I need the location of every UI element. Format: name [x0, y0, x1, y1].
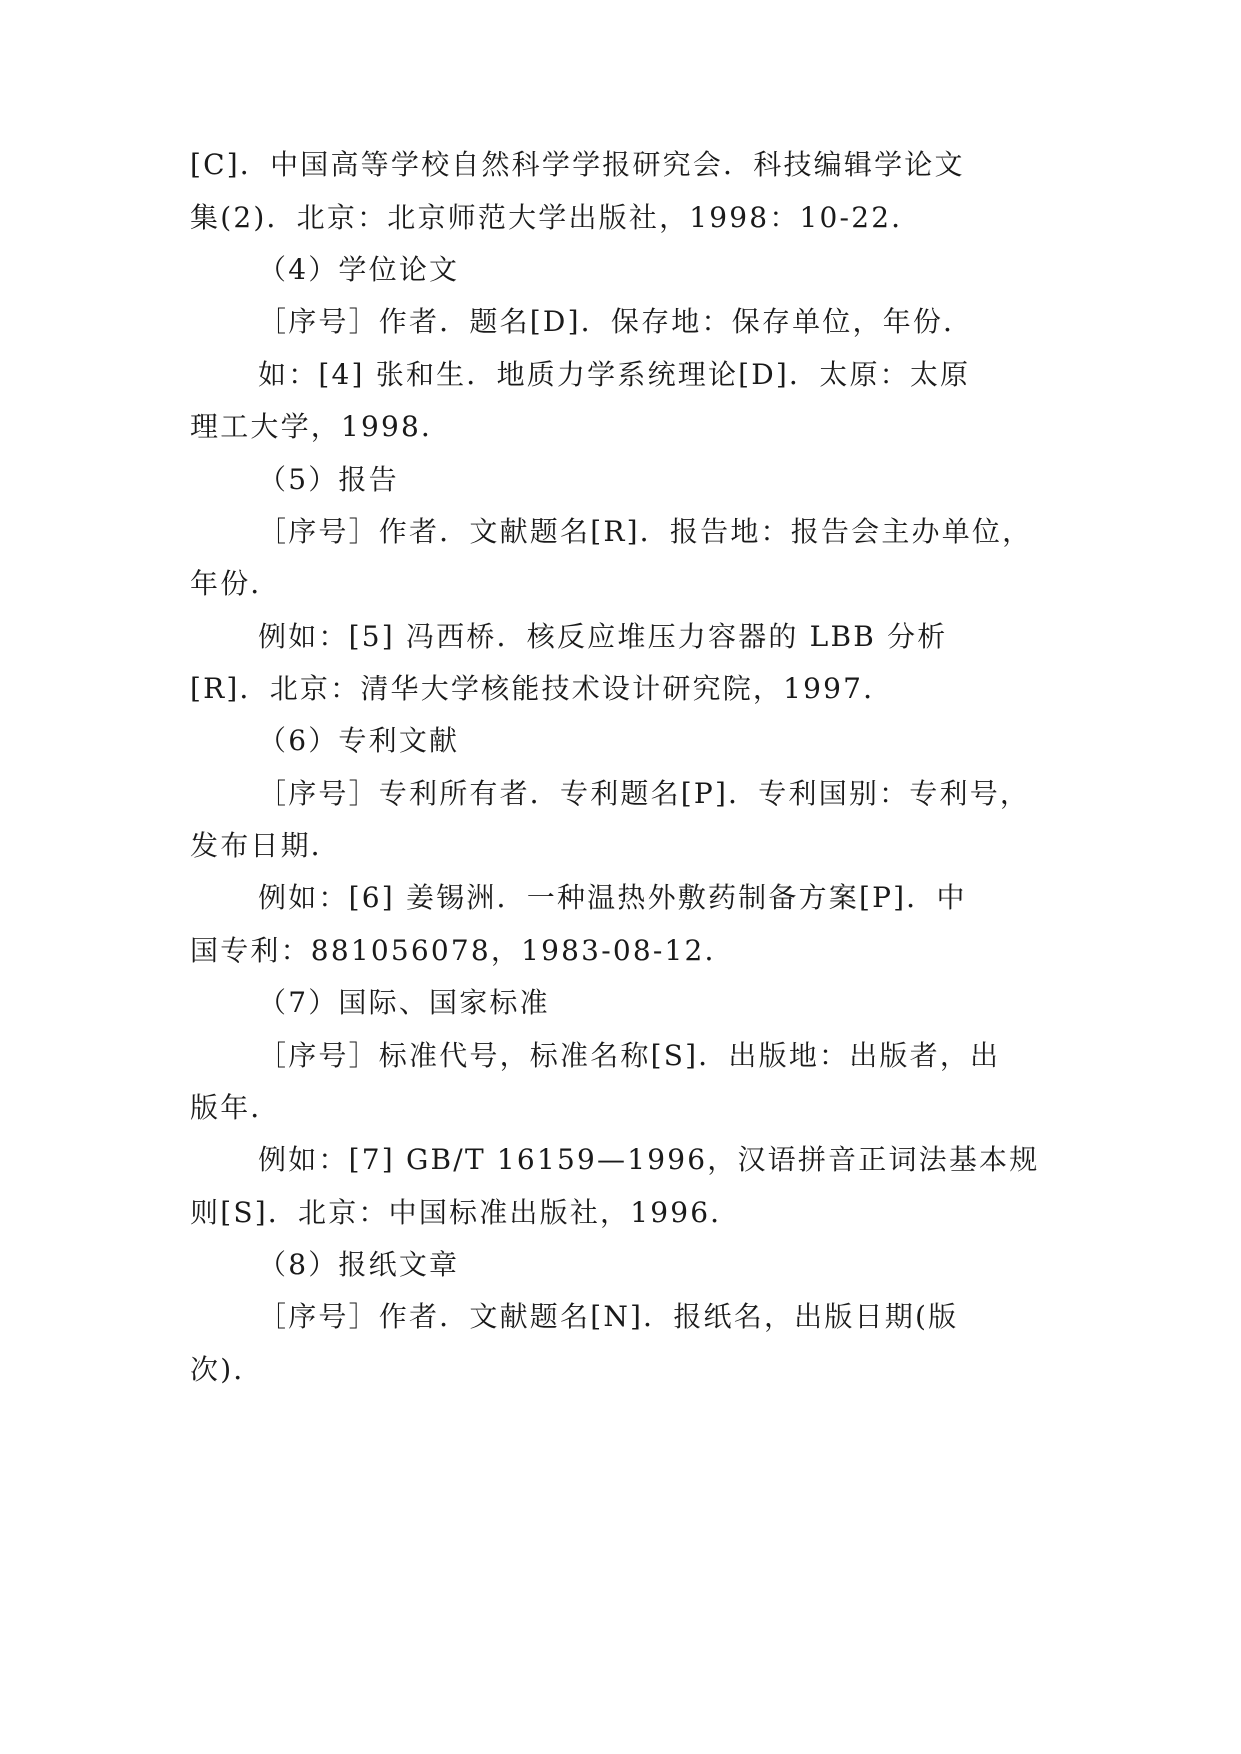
text-line: 则[S]．北京：中国标准出版社，1996． [190, 1196, 741, 1229]
section-heading: （5）报告 [258, 463, 399, 496]
format-line: ［序号］专利所有者．专利题名[P]．专利国别：专利号， [258, 777, 1031, 810]
section-heading: （6）专利文献 [258, 724, 460, 757]
text-line: [R]．北京：清华大学核能技术设计研究院，1997． [190, 672, 894, 705]
section-heading: （8）报纸文章 [258, 1248, 460, 1281]
text-line: 年份． [190, 567, 281, 600]
text-line: 版年． [190, 1091, 281, 1124]
text-line: 集(2)．北京：北京师范大学出版社，1998：10-22． [190, 201, 922, 234]
example-line: 例如：[5] 冯西桥．核反应堆压力容器的 LBB 分析 [258, 620, 948, 653]
text-line: 国专利：881056078，1983-08-12． [190, 934, 735, 967]
format-line: ［序号］标准代号，标准名称[S]．出版地：出版者，出 [258, 1039, 1001, 1072]
example-line: 如：[4] 张和生．地质力学系统理论[D]．太原：太原 [258, 358, 971, 391]
text-line: 发布日期． [190, 829, 342, 862]
format-line: ［序号］作者．文献题名[R]．报告地：报告会主办单位， [258, 515, 1033, 548]
section-heading: （4）学位论文 [258, 253, 460, 286]
example-line: 例如：[6] 姜锡洲．一种温热外敷药制备方案[P]．中 [258, 881, 967, 914]
example-line: 例如：[7] GB/T 16159—1996，汉语拼音正词法基本规 [258, 1143, 1040, 1176]
text-line: 理工大学，1998． [190, 410, 452, 443]
text-line: 次)． [190, 1353, 264, 1386]
text-line: [C]．中国高等学校自然科学学报研究会．科技编辑学论文 [190, 148, 965, 181]
format-line: ［序号］作者．文献题名[N]．报纸名，出版日期(版 [258, 1300, 959, 1333]
format-line: ［序号］作者．题名[D]．保存地：保存单位，年份． [258, 305, 974, 338]
section-heading: （7）国际、国家标准 [258, 986, 550, 1019]
